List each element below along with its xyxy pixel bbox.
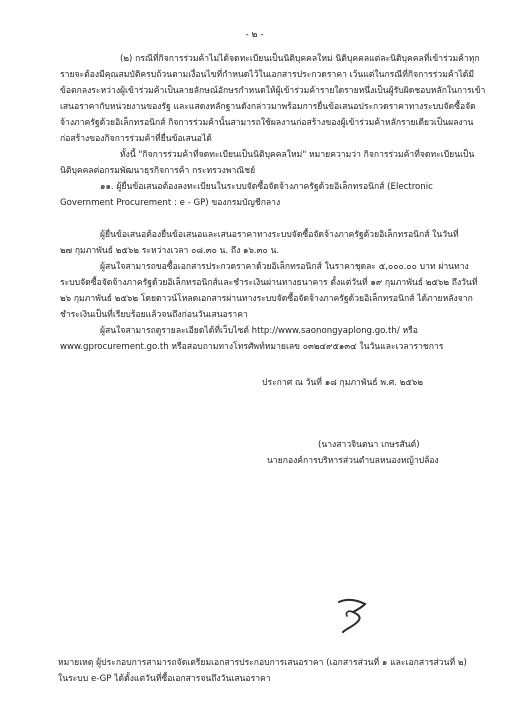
text-line: ๑๑. ผู้ยื่นข้อเสนอต้องลงทะเบียนในระบบจัดซื้อจัดจ้างภาครัฐด้วยอิเล็กทรอนิกส์ (Electronic [100, 182, 433, 192]
text-line: ๒๗ กุมภาพันธ์ ๒๕๖๒ ระหว่างเวลา ๐๘.๓๐ น. ถึง ๑๖.๓๐ น. [60, 246, 280, 256]
text-line: หมายเหตุ ผู้ประกอบการสามารถจัดเตรียมเอกสารประกอบการเสนอราคา (เอกสารส่วนที่ ๑ และเอกสารส่วนที่ ๒) [58, 658, 467, 668]
page-number: - ๒ - [245, 30, 264, 40]
text-line: ผู้สนใจสามารถดูรายละเอียดได้ที่เว็บไซต์ http://www.saonongyaplong.go.th/ หรือ [100, 326, 418, 336]
text-line: ในระบบ e-GP ได้ตั้งแต่วันที่ซื้อเอกสารจนถึงวันเสนอราคา [58, 674, 271, 684]
text-line: รายจะต้องมีคุณสมบัติครบถ้วนตามเงื่อนไขที่กำหนดไว้ในเอกสารประกวดราคา เว้นแต่ในกรณีที่กิจการร่วมค้าได้มี [60, 70, 475, 80]
text-line: ทั้งนี้ "กิจการร่วมค้าที่จดทะเบียนเป็นนิติบุคคลใหม่" หมายความว่า กิจการร่วมค้าที่จดทะเบียนเป็น [120, 150, 475, 160]
text-line: เสนอราคากับหน่วยงานของรัฐ และแสดงหลักฐานดังกล่าวมาพร้อมการยื่นข้อเสนอประกวดราคาทางระบบจัดซื้อจัด [60, 102, 476, 112]
text-line: นิติบุคคลต่อกรมพัฒนาธุรกิจการค้า กระทรวงพาณิชย์ [60, 166, 256, 176]
handwritten-signature [335, 596, 369, 634]
announcement-date: ประกาศ ณ วันที่ ๑๘ กุมภาพันธ์ พ.ศ. ๒๕๖๒ [262, 378, 423, 388]
text-line: ก่อสร้างของกิจการร่วมค้าที่ยื่นข้อเสนอได้ [60, 134, 212, 144]
signer-name: (นางสาวจินตนา เกษรสันต์) [318, 440, 420, 450]
text-line: ผู้ยื่นข้อเสนอต้องยื่นข้อเสนอและเสนอราคาทางระบบจัดซื้อจัดจ้างภาครัฐด้วยอิเล็กทรอนิกส์ ในวันที่ [100, 230, 459, 240]
text-line: Government Procurement : e - GP) ของกรมบัญชีกลาง [60, 198, 281, 208]
text-line: (๒) กรณีที่กิจการร่วมค้าไม่ได้จดทะเบียนเป็นนิติบุคคลใหม่ นิติบุคคลแต่ละนิติบุคคลที่เข้าร่วมค้าทุก [120, 54, 480, 64]
signer-position: นายกองค์การบริหารส่วนตำบลหนองหญ้าปล้อง [267, 456, 439, 466]
text-line: ชำระเงินเป็นที่เรียบร้อยแล้วจนถึงก่อนวันเสนอราคา [60, 310, 248, 320]
text-line: ๒๖ กุมภาพันธ์ ๒๕๖๒ โดยดาวน์โหลดเอกสารผ่านทางระบบจัดซื้อจัดจ้างภาครัฐด้วยอิเล็กทรอนิกส์ ได้ภายหลังจาก [60, 294, 473, 304]
text-line: ผู้สนใจสามารถขอซื้อเอกสารประกวดราคาด้วยอิเล็กทรอนิกส์ ในราคาชุดละ ๕,๐๐๐.๐๐ บาท ผ่านทาง [100, 262, 469, 272]
text-line: จ้างภาครัฐด้วยอิเล็กทรอนิกส์ กิจการร่วมค้านั้นสามารถใช้ผลงานก่อสร้างของผู้เข้าร่วมค้าหลักรายเดียวเป็นผลงาน [60, 118, 474, 128]
text-line: ระบบจัดซื้อจัดจ้างภาครัฐด้วยอิเล็กทรอนิกส์และชำระเงินผ่านทางธนาคาร ตั้งแต่วันที่ ๑๙ กุมภาพันธ์ ๒๕๖๒ ถึงวันที่ [60, 278, 478, 288]
text-line: www.gprocurement.go.th หรือสอบถามทางโทรศัพท์หมายเลข ๐๓๒๔๙๕๑๓๔ ในวันและเวลาราชการ [60, 342, 444, 352]
text-line: ข้อตกลงระหว่างผู้เข้าร่วมค้าเป็นลายลักษณ์อักษรกำหนดให้ผู้เข้าร่วมค้ารายใดรายหนึ่งเป็นผู้รับผิดชอบหลักในการเข้า [60, 86, 486, 96]
